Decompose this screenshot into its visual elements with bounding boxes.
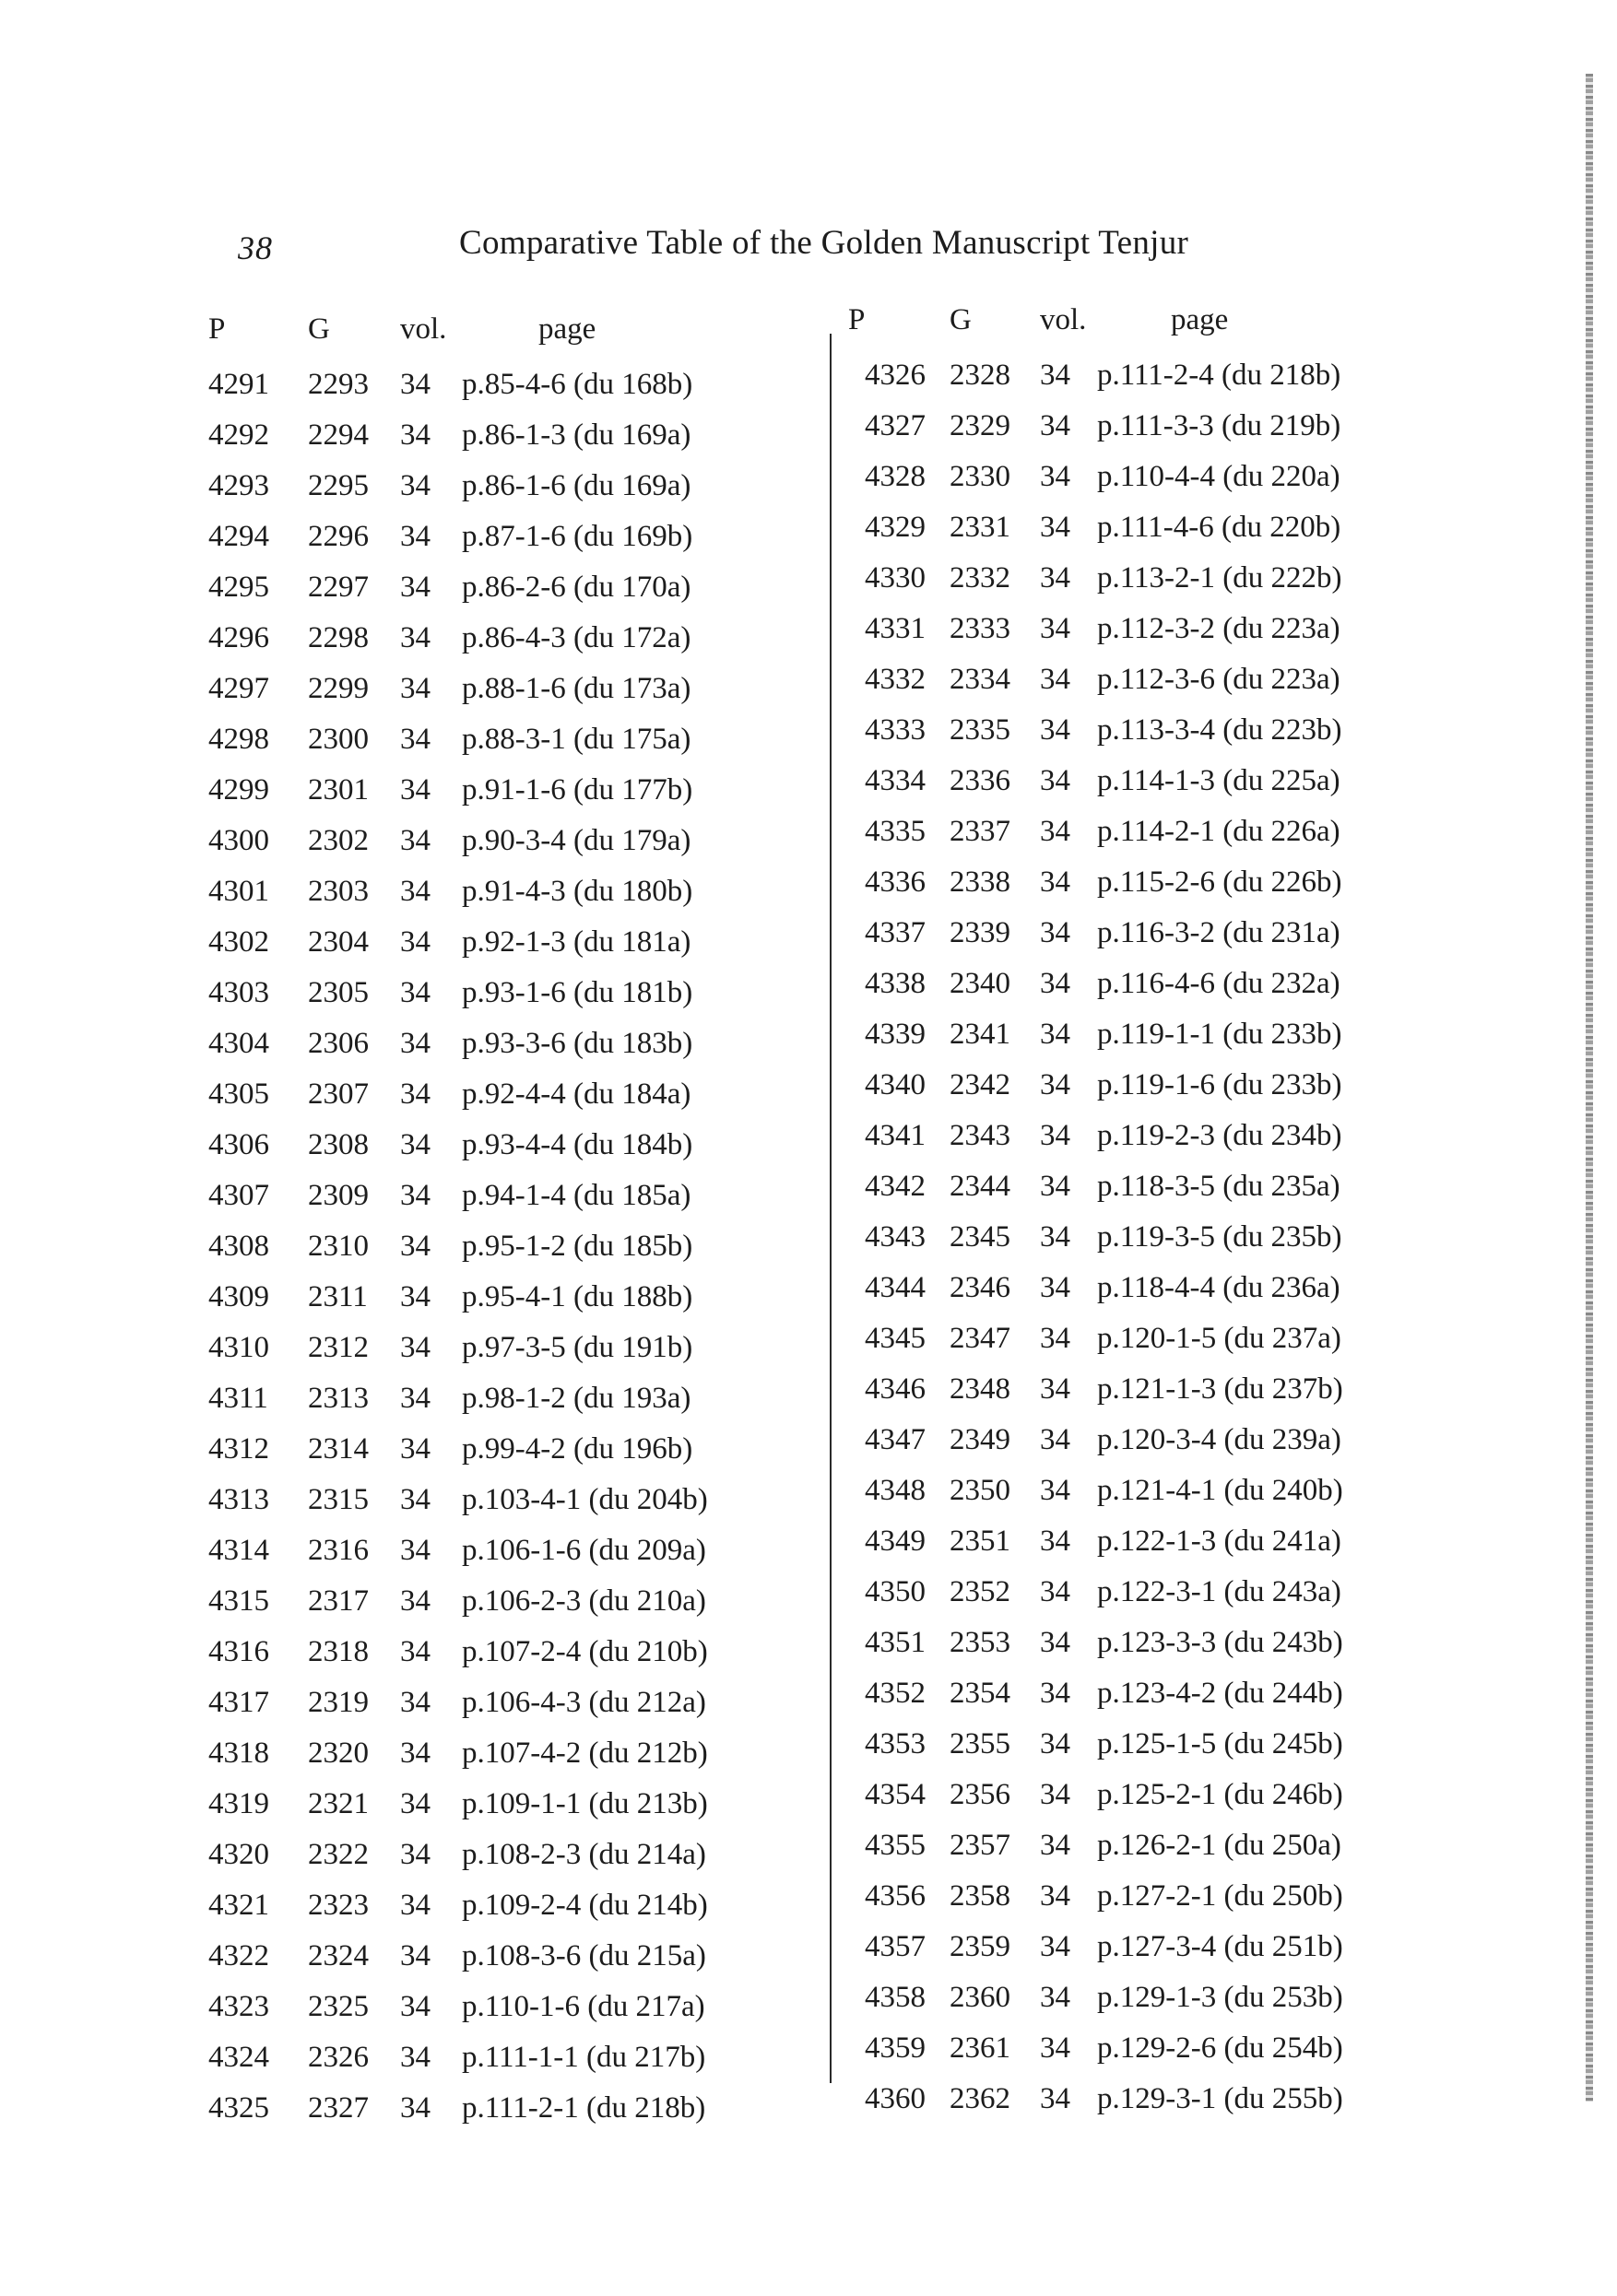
cell-vol: 34 <box>400 621 431 654</box>
cell-page: p.106-2-3 (du 210a) <box>462 1584 706 1618</box>
cell-p: 4319 <box>208 1787 269 1820</box>
cell-p: 4334 <box>865 764 926 797</box>
cell-vol: 34 <box>1040 1575 1070 1608</box>
cell-p: 4313 <box>208 1483 269 1516</box>
cell-page: p.112-3-6 (du 223a) <box>1097 663 1340 696</box>
cell-vol: 34 <box>400 418 431 452</box>
cell-g: 2310 <box>308 1230 369 1263</box>
cell-vol: 34 <box>1040 561 1070 595</box>
cell-vol: 34 <box>1040 1372 1070 1406</box>
cell-vol: 34 <box>400 1432 431 1466</box>
cell-p: 4308 <box>208 1230 269 1263</box>
cell-page: p.119-3-5 (du 235b) <box>1097 1220 1342 1254</box>
cell-g: 2338 <box>950 865 1010 899</box>
cell-vol: 34 <box>1040 511 1070 544</box>
cell-page: p.93-3-6 (du 183b) <box>462 1027 693 1060</box>
cell-p: 4341 <box>865 1119 926 1152</box>
cell-g: 2355 <box>950 1727 1010 1760</box>
cell-page: p.123-4-2 (du 244b) <box>1097 1677 1343 1710</box>
cell-g: 2318 <box>308 1635 369 1668</box>
cell-vol: 34 <box>1040 1068 1070 1101</box>
cell-page: p.110-1-6 (du 217a) <box>462 1990 705 2023</box>
cell-p: 4318 <box>208 1737 269 1770</box>
cell-g: 2340 <box>950 967 1010 1000</box>
cell-g: 2304 <box>308 925 369 959</box>
cell-g: 2297 <box>308 571 369 604</box>
cell-g: 2322 <box>308 1838 369 1871</box>
cell-p: 4355 <box>865 1829 926 1862</box>
cell-vol: 34 <box>1040 1829 1070 1862</box>
cell-p: 4323 <box>208 1990 269 2023</box>
cell-page: p.107-2-4 (du 210b) <box>462 1635 708 1668</box>
cell-p: 4294 <box>208 520 269 553</box>
cell-page: p.116-3-2 (du 231a) <box>1097 916 1340 949</box>
cell-page: p.92-1-3 (du 181a) <box>462 925 691 959</box>
cell-g: 2358 <box>950 1879 1010 1913</box>
cell-vol: 34 <box>400 2091 431 2125</box>
cell-vol: 34 <box>400 571 431 604</box>
cell-page: p.109-2-4 (du 214b) <box>462 1889 708 1922</box>
cell-g: 2313 <box>308 1382 369 1415</box>
cell-page: p.107-4-2 (du 212b) <box>462 1737 708 1770</box>
cell-vol: 34 <box>1040 1119 1070 1152</box>
cell-g: 2311 <box>308 1280 368 1313</box>
cell-page: p.98-1-2 (du 193a) <box>462 1382 691 1415</box>
cell-page: p.86-4-3 (du 172a) <box>462 621 691 654</box>
cell-vol: 34 <box>1040 1727 1070 1760</box>
cell-p: 4332 <box>865 663 926 696</box>
cell-vol: 34 <box>1040 1525 1070 1558</box>
cell-g: 2357 <box>950 1829 1010 1862</box>
cell-g: 2361 <box>950 2031 1010 2065</box>
cell-p: 4337 <box>865 916 926 949</box>
cell-vol: 34 <box>1040 1220 1070 1254</box>
cell-p: 4330 <box>865 561 926 595</box>
cell-vol: 34 <box>400 1635 431 1668</box>
header-page: page <box>538 312 596 346</box>
cell-vol: 34 <box>400 1990 431 2023</box>
cell-p: 4293 <box>208 469 269 502</box>
cell-g: 2316 <box>308 1534 369 1567</box>
cell-p: 4325 <box>208 2091 269 2125</box>
cell-g: 2329 <box>950 409 1010 442</box>
cell-p: 4310 <box>208 1331 269 1364</box>
cell-vol: 34 <box>1040 460 1070 493</box>
cell-g: 2300 <box>308 723 369 756</box>
cell-page: p.121-4-1 (du 240b) <box>1097 1474 1343 1507</box>
cell-page: p.114-2-1 (du 226a) <box>1097 815 1340 848</box>
cell-page: p.85-4-6 (du 168b) <box>462 368 693 401</box>
cell-g: 2344 <box>950 1170 1010 1203</box>
cell-vol: 34 <box>400 1280 431 1313</box>
cell-p: 4346 <box>865 1372 926 1406</box>
cell-p: 4324 <box>208 2041 269 2074</box>
cell-page: p.86-1-3 (du 169a) <box>462 418 691 452</box>
cell-g: 2331 <box>950 511 1010 544</box>
cell-vol: 34 <box>1040 1879 1070 1913</box>
cell-page: p.108-2-3 (du 214a) <box>462 1838 706 1871</box>
cell-g: 2317 <box>308 1584 369 1618</box>
cell-g: 2324 <box>308 1939 369 1972</box>
cell-p: 4352 <box>865 1677 926 1710</box>
cell-page: p.122-1-3 (du 241a) <box>1097 1525 1341 1558</box>
cell-vol: 34 <box>400 1787 431 1820</box>
cell-p: 4343 <box>865 1220 926 1254</box>
cell-p: 4321 <box>208 1889 269 1922</box>
cell-vol: 34 <box>400 1534 431 1567</box>
cell-vol: 34 <box>400 1838 431 1871</box>
cell-p: 4314 <box>208 1534 269 1567</box>
cell-p: 4301 <box>208 875 269 908</box>
cell-vol: 34 <box>400 1939 431 1972</box>
cell-g: 2362 <box>950 2082 1010 2115</box>
cell-vol: 34 <box>1040 916 1070 949</box>
cell-g: 2337 <box>950 815 1010 848</box>
cell-p: 4329 <box>865 511 926 544</box>
header-vol: vol. <box>1040 303 1087 336</box>
cell-p: 4351 <box>865 1626 926 1659</box>
cell-vol: 34 <box>1040 1322 1070 1355</box>
cell-page: p.91-4-3 (du 180b) <box>462 875 693 908</box>
cell-p: 4356 <box>865 1879 926 1913</box>
cell-p: 4357 <box>865 1930 926 1963</box>
cell-vol: 34 <box>1040 1981 1070 2014</box>
cell-g: 2326 <box>308 2041 369 2074</box>
cell-vol: 34 <box>400 1889 431 1922</box>
cell-p: 4353 <box>865 1727 926 1760</box>
cell-vol: 34 <box>1040 2082 1070 2115</box>
cell-g: 2296 <box>308 520 369 553</box>
cell-page: p.119-2-3 (du 234b) <box>1097 1119 1342 1152</box>
cell-g: 2307 <box>308 1077 369 1111</box>
cell-page: p.129-3-1 (du 255b) <box>1097 2082 1343 2115</box>
cell-p: 4344 <box>865 1271 926 1304</box>
cell-vol: 34 <box>1040 1930 1070 1963</box>
header-g: G <box>308 312 330 346</box>
cell-page: p.111-4-6 (du 220b) <box>1097 511 1341 544</box>
cell-g: 2336 <box>950 764 1010 797</box>
cell-g: 2348 <box>950 1372 1010 1406</box>
cell-page: p.94-1-4 (du 185a) <box>462 1179 691 1212</box>
cell-p: 4297 <box>208 672 269 705</box>
cell-g: 2303 <box>308 875 369 908</box>
cell-vol: 34 <box>1040 1423 1070 1456</box>
cell-page: p.125-1-5 (du 245b) <box>1097 1727 1343 1760</box>
cell-page: p.129-2-6 (du 254b) <box>1097 2031 1343 2065</box>
scan-edge <box>1586 74 1593 2102</box>
cell-p: 4311 <box>208 1382 268 1415</box>
cell-g: 2327 <box>308 2091 369 2125</box>
cell-vol: 34 <box>1040 764 1070 797</box>
cell-p: 4333 <box>865 713 926 747</box>
cell-g: 2315 <box>308 1483 369 1516</box>
cell-g: 2353 <box>950 1626 1010 1659</box>
cell-p: 4331 <box>865 612 926 645</box>
cell-g: 2349 <box>950 1423 1010 1456</box>
cell-g: 2343 <box>950 1119 1010 1152</box>
cell-page: p.86-2-6 (du 170a) <box>462 571 691 604</box>
cell-p: 4358 <box>865 1981 926 2014</box>
cell-vol: 34 <box>400 925 431 959</box>
cell-page: p.118-4-4 (du 236a) <box>1097 1271 1340 1304</box>
cell-page: p.127-2-1 (du 250b) <box>1097 1879 1343 1913</box>
cell-page: p.113-2-1 (du 222b) <box>1097 561 1342 595</box>
cell-p: 4306 <box>208 1128 269 1161</box>
cell-vol: 34 <box>400 2041 431 2074</box>
cell-page: p.114-1-3 (du 225a) <box>1097 764 1340 797</box>
cell-page: p.118-3-5 (du 235a) <box>1097 1170 1340 1203</box>
cell-page: p.103-4-1 (du 204b) <box>462 1483 708 1516</box>
cell-g: 2328 <box>950 359 1010 392</box>
cell-vol: 34 <box>1040 865 1070 899</box>
cell-page: p.110-4-4 (du 220a) <box>1097 460 1340 493</box>
cell-p: 4342 <box>865 1170 926 1203</box>
cell-p: 4348 <box>865 1474 926 1507</box>
cell-page: p.122-3-1 (du 243a) <box>1097 1575 1341 1608</box>
cell-p: 4317 <box>208 1686 269 1719</box>
cell-page: p.111-2-4 (du 218b) <box>1097 359 1341 392</box>
cell-page: p.111-3-3 (du 219b) <box>1097 409 1341 442</box>
cell-p: 4339 <box>865 1018 926 1051</box>
cell-vol: 34 <box>1040 1271 1070 1304</box>
cell-vol: 34 <box>1040 815 1070 848</box>
cell-g: 2305 <box>308 976 369 1009</box>
cell-page: p.97-3-5 (du 191b) <box>462 1331 693 1364</box>
cell-vol: 34 <box>400 469 431 502</box>
cell-g: 2299 <box>308 672 369 705</box>
cell-g: 2342 <box>950 1068 1010 1101</box>
cell-g: 2293 <box>308 368 369 401</box>
cell-g: 2330 <box>950 460 1010 493</box>
cell-g: 2354 <box>950 1677 1010 1710</box>
cell-vol: 34 <box>1040 967 1070 1000</box>
cell-p: 4305 <box>208 1077 269 1111</box>
cell-p: 4291 <box>208 368 269 401</box>
cell-page: p.111-1-1 (du 217b) <box>462 2041 706 2074</box>
cell-page: p.121-1-3 (du 237b) <box>1097 1372 1343 1406</box>
cell-p: 4349 <box>865 1525 926 1558</box>
cell-vol: 34 <box>1040 612 1070 645</box>
cell-page: p.109-1-1 (du 213b) <box>462 1787 708 1820</box>
cell-p: 4292 <box>208 418 269 452</box>
cell-p: 4312 <box>208 1432 269 1466</box>
cell-g: 2351 <box>950 1525 1010 1558</box>
page-title: Comparative Table of the Golden Manuscript Tenjur <box>459 224 1189 262</box>
cell-p: 4327 <box>865 409 926 442</box>
cell-vol: 34 <box>1040 663 1070 696</box>
cell-vol: 34 <box>400 672 431 705</box>
cell-p: 4322 <box>208 1939 269 1972</box>
cell-p: 4336 <box>865 865 926 899</box>
cell-page: p.119-1-6 (du 233b) <box>1097 1068 1342 1101</box>
header-g: G <box>950 303 972 336</box>
cell-g: 2335 <box>950 713 1010 747</box>
cell-p: 4360 <box>865 2082 926 2115</box>
cell-g: 2312 <box>308 1331 369 1364</box>
cell-page: p.90-3-4 (du 179a) <box>462 824 691 857</box>
cell-vol: 34 <box>1040 1018 1070 1051</box>
cell-page: p.127-3-4 (du 251b) <box>1097 1930 1343 1963</box>
cell-page: p.92-4-4 (du 184a) <box>462 1077 691 1111</box>
cell-page: p.119-1-1 (du 233b) <box>1097 1018 1342 1051</box>
cell-g: 2298 <box>308 621 369 654</box>
cell-p: 4338 <box>865 967 926 1000</box>
cell-p: 4309 <box>208 1280 269 1313</box>
cell-p: 4320 <box>208 1838 269 1871</box>
cell-g: 2334 <box>950 663 1010 696</box>
cell-g: 2325 <box>308 1990 369 2023</box>
cell-page: p.108-3-6 (du 215a) <box>462 1939 706 1972</box>
cell-vol: 34 <box>400 520 431 553</box>
cell-page: p.113-3-4 (du 223b) <box>1097 713 1342 747</box>
cell-vol: 34 <box>1040 359 1070 392</box>
cell-p: 4303 <box>208 976 269 1009</box>
cell-vol: 34 <box>400 723 431 756</box>
cell-g: 2306 <box>308 1027 369 1060</box>
cell-page: p.93-4-4 (du 184b) <box>462 1128 693 1161</box>
cell-page: p.125-2-1 (du 246b) <box>1097 1778 1343 1811</box>
cell-g: 2347 <box>950 1322 1010 1355</box>
cell-g: 2356 <box>950 1778 1010 1811</box>
cell-p: 4298 <box>208 723 269 756</box>
cell-p: 4304 <box>208 1027 269 1060</box>
cell-g: 2295 <box>308 469 369 502</box>
cell-g: 2320 <box>308 1737 369 1770</box>
cell-vol: 34 <box>400 875 431 908</box>
cell-g: 2350 <box>950 1474 1010 1507</box>
cell-vol: 34 <box>1040 1474 1070 1507</box>
cell-vol: 34 <box>400 368 431 401</box>
cell-g: 2332 <box>950 561 1010 595</box>
cell-g: 2323 <box>308 1889 369 1922</box>
cell-g: 2345 <box>950 1220 1010 1254</box>
cell-page: p.120-3-4 (du 239a) <box>1097 1423 1341 1456</box>
header-vol: vol. <box>400 312 447 346</box>
cell-vol: 34 <box>1040 713 1070 747</box>
cell-g: 2309 <box>308 1179 369 1212</box>
cell-vol: 34 <box>400 1737 431 1770</box>
cell-vol: 34 <box>400 1382 431 1415</box>
cell-page: p.88-1-6 (du 173a) <box>462 672 691 705</box>
cell-vol: 34 <box>400 976 431 1009</box>
cell-vol: 34 <box>1040 1677 1070 1710</box>
cell-page: p.126-2-1 (du 250a) <box>1097 1829 1341 1862</box>
cell-page: p.91-1-6 (du 177b) <box>462 773 693 807</box>
cell-p: 4340 <box>865 1068 926 1101</box>
cell-p: 4296 <box>208 621 269 654</box>
cell-page: p.120-1-5 (du 237a) <box>1097 1322 1341 1355</box>
cell-g: 2302 <box>308 824 369 857</box>
header-p: P <box>208 312 226 346</box>
cell-g: 2319 <box>308 1686 369 1719</box>
cell-g: 2321 <box>308 1787 369 1820</box>
cell-page: p.86-1-6 (du 169a) <box>462 469 691 502</box>
cell-p: 4302 <box>208 925 269 959</box>
cell-p: 4307 <box>208 1179 269 1212</box>
cell-g: 2314 <box>308 1432 369 1466</box>
cell-vol: 34 <box>1040 409 1070 442</box>
cell-page: p.129-1-3 (du 253b) <box>1097 1981 1343 2014</box>
header-p: P <box>848 303 866 336</box>
cell-g: 2301 <box>308 773 369 807</box>
cell-p: 4316 <box>208 1635 269 1668</box>
header-page: page <box>1171 303 1229 336</box>
cell-p: 4299 <box>208 773 269 807</box>
cell-vol: 34 <box>400 1584 431 1618</box>
cell-vol: 34 <box>400 824 431 857</box>
cell-p: 4359 <box>865 2031 926 2065</box>
cell-p: 4354 <box>865 1778 926 1811</box>
cell-vol: 34 <box>400 1077 431 1111</box>
cell-vol: 34 <box>400 1027 431 1060</box>
cell-vol: 34 <box>400 1331 431 1364</box>
cell-page: p.112-3-2 (du 223a) <box>1097 612 1340 645</box>
cell-page: p.88-3-1 (du 175a) <box>462 723 691 756</box>
cell-g: 2352 <box>950 1575 1010 1608</box>
cell-g: 2333 <box>950 612 1010 645</box>
cell-vol: 34 <box>1040 1626 1070 1659</box>
cell-vol: 34 <box>400 1483 431 1516</box>
cell-page: p.106-1-6 (du 209a) <box>462 1534 706 1567</box>
cell-page: p.87-1-6 (du 169b) <box>462 520 693 553</box>
cell-p: 4347 <box>865 1423 926 1456</box>
cell-page: p.116-4-6 (du 232a) <box>1097 967 1340 1000</box>
page-number: 38 <box>238 230 273 266</box>
cell-vol: 34 <box>400 1686 431 1719</box>
cell-g: 2294 <box>308 418 369 452</box>
cell-g: 2360 <box>950 1981 1010 2014</box>
cell-p: 4328 <box>865 460 926 493</box>
cell-vol: 34 <box>400 1230 431 1263</box>
cell-g: 2341 <box>950 1018 1010 1051</box>
cell-p: 4315 <box>208 1584 269 1618</box>
cell-page: p.99-4-2 (du 196b) <box>462 1432 693 1466</box>
cell-vol: 34 <box>400 773 431 807</box>
cell-vol: 34 <box>1040 2031 1070 2065</box>
cell-p: 4295 <box>208 571 269 604</box>
cell-g: 2339 <box>950 916 1010 949</box>
cell-p: 4350 <box>865 1575 926 1608</box>
cell-vol: 34 <box>400 1179 431 1212</box>
cell-g: 2359 <box>950 1930 1010 1963</box>
cell-page: p.115-2-6 (du 226b) <box>1097 865 1342 899</box>
cell-vol: 34 <box>1040 1170 1070 1203</box>
cell-page: p.95-1-2 (du 185b) <box>462 1230 693 1263</box>
cell-p: 4335 <box>865 815 926 848</box>
cell-p: 4345 <box>865 1322 926 1355</box>
column-divider <box>830 334 832 2083</box>
cell-vol: 34 <box>400 1128 431 1161</box>
cell-page: p.111-2-1 (du 218b) <box>462 2091 706 2125</box>
cell-p: 4326 <box>865 359 926 392</box>
cell-vol: 34 <box>1040 1778 1070 1811</box>
cell-page: p.93-1-6 (du 181b) <box>462 976 693 1009</box>
cell-p: 4300 <box>208 824 269 857</box>
cell-page: p.106-4-3 (du 212a) <box>462 1686 706 1719</box>
cell-g: 2346 <box>950 1271 1010 1304</box>
cell-g: 2308 <box>308 1128 369 1161</box>
cell-page: p.95-4-1 (du 188b) <box>462 1280 693 1313</box>
cell-page: p.123-3-3 (du 243b) <box>1097 1626 1343 1659</box>
